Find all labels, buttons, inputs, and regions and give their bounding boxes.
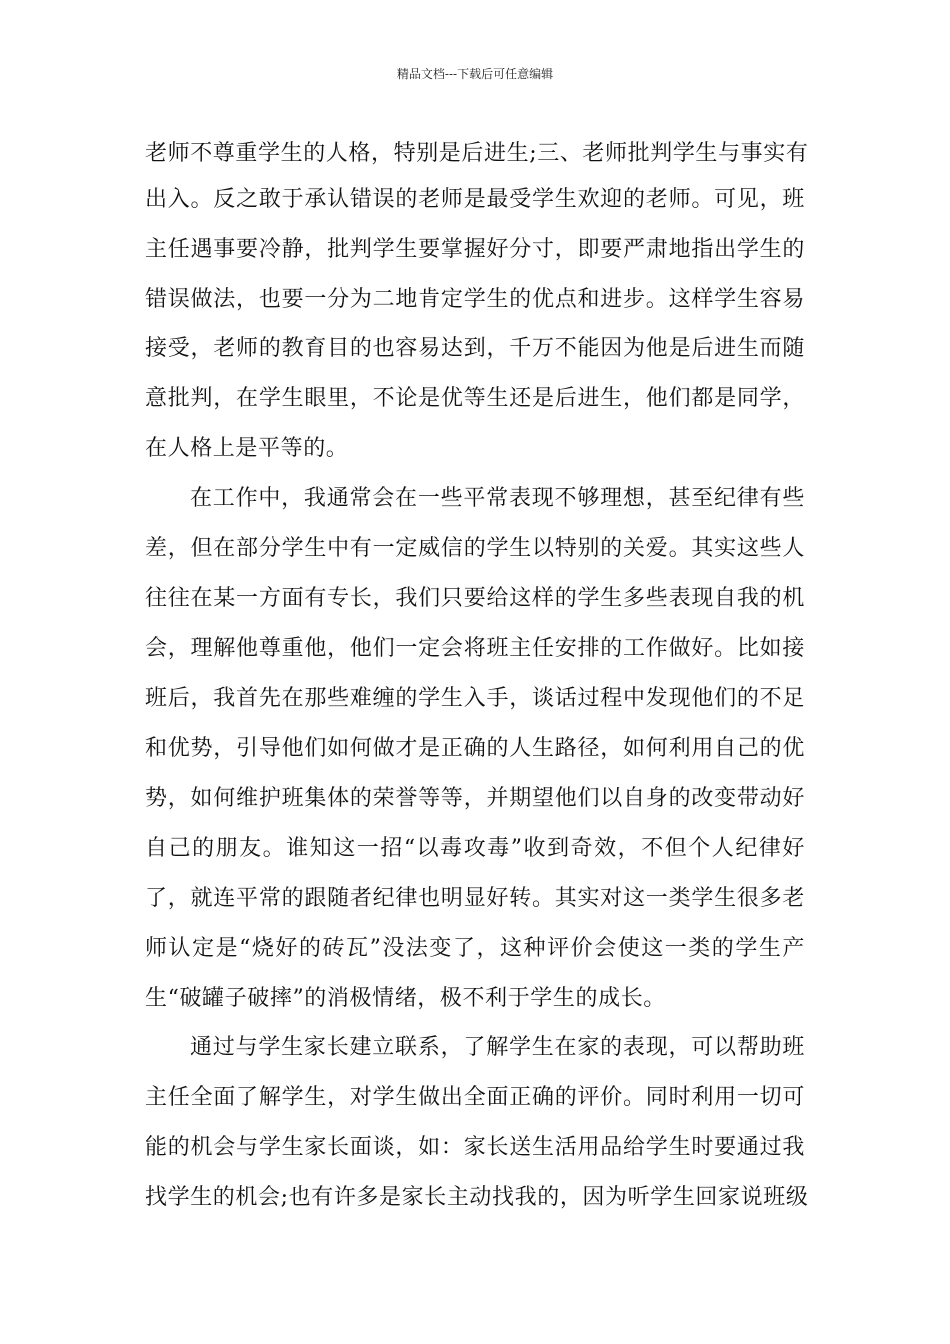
text-line: 班后，我首先在那些难缠的学生入手，谈话过程中发现他们的不足 [145, 686, 805, 711]
text-line: 差，但在部分学生中有一定威信的学生以特别的关爱。其实这些人 [145, 536, 805, 561]
text-line: 往往在某一方面有专长，我们只要给这样的学生多些表现自我的机 [145, 586, 805, 611]
text-line: 会，理解他尊重他，他们一定会将班主任安排的工作做好。比如接 [145, 636, 805, 661]
text-line: 势，如何维护班集体的荣誉等等，并期望他们以自身的改变带动好 [145, 786, 805, 811]
text-line: 了，就连平常的跟随者纪律也明显好转。其实对这一类学生很多老 [145, 886, 805, 911]
text-line: 找学生的机会;也有许多是家长主动找我的，因为听学生回家说班级 [145, 1185, 809, 1210]
text-line: 通过与学生家长建立联系，了解学生在家的表现，可以帮助班 [190, 1035, 805, 1060]
text-line: 师认定是“烧好的砖瓦”没法变了，这种评价会使这一类的学生产 [145, 936, 805, 961]
page-header: 精品文档---下载后可任意编辑 [396, 67, 554, 81]
text-line: 意批判，在学生眼里，不论是优等生还是后进生，他们都是同学， [145, 386, 805, 411]
text-line: 错误做法，也要一分为二地肯定学生的优点和进步。这样学生容易 [145, 287, 805, 312]
text-line: 自己的朋友。谁知这一招“以毒攻毒”收到奇效，不但个人纪律好 [145, 836, 805, 861]
text-line: 主任全面了解学生，对学生做出全面正确的评价。同时利用一切可 [145, 1085, 805, 1110]
text-line: 和优势，引导他们如何做才是正确的人生路径，如何利用自己的优 [145, 736, 805, 761]
text-line: 生“破罐子破摔”的消极情绪，极不利于学生的成长。 [145, 986, 666, 1011]
text-line: 在人格上是平等的。 [145, 436, 349, 461]
text-line: 接受，老师的教育目的也容易达到，千万不能因为他是后进生而随 [145, 336, 805, 361]
text-line: 主任遇事要冷静，批判学生要掌握好分寸，即要严肃地指出学生的 [145, 237, 805, 262]
text-line: 能的机会与学生家长面谈，如：家长送生活用品给学生时要通过我 [145, 1135, 805, 1160]
text-line: 出入。反之敢于承认错误的老师是最受学生欢迎的老师。可见，班 [145, 187, 805, 212]
text-line: 老师不尊重学生的人格，特别是后进生;三、老师批判学生与事实有 [145, 141, 809, 166]
text-line: 在工作中，我通常会在一些平常表现不够理想，甚至纪律有些 [190, 486, 805, 511]
